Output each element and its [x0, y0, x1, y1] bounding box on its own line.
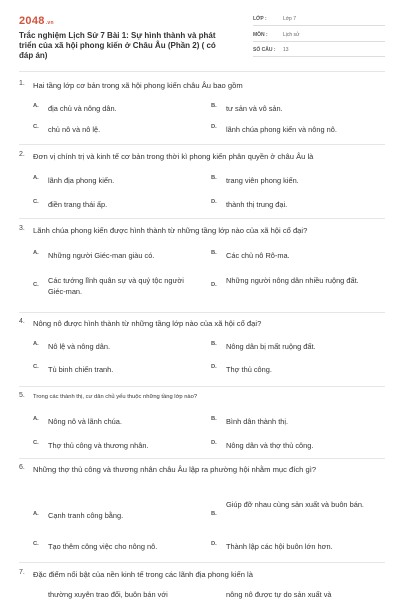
question-text: Nông nô được hình thành từ những tầng lớp nào của xã hội cổ đại?	[33, 319, 262, 328]
question-5: 5. Trong các thành thị, cư dân chủ yếu thuộc những tầng lớp nào? A. Nông nô và lãnh chúa. B. Bình dân thành thị. C. Thợ thủ công và thương nhân. D. Nông dân và thợ thủ công.	[19, 392, 385, 452]
question-text: Những thợ thủ công và thương nhân châu Âu lập ra phường hội nhằm mục đích gì?	[33, 465, 317, 474]
question-3: 3. Lãnh chúa phong kiến được hình thành từ những tầng lớp nào của xã hội cổ đại? A. Những người Giéc-man giàu có. B. Các chủ nô Rô-ma. C. Các tướng lĩnh quân sự và quý tộc người Giéc-man. D. Những người nông dân nhiều ruộng đất.	[19, 225, 385, 305]
divider	[19, 218, 385, 219]
question-6: 6. Những thợ thủ công và thương nhân châu Âu lập ra phường hội nhằm mục đích gì? A. Cạnh tranh công bằng. B. Giúp đỡ nhau cùng sản xuất và buôn bán. C. Tạo thêm công việc cho nông nô. D. Thành lập các hội buôn lớn hơn.	[19, 464, 385, 560]
divider	[19, 144, 385, 145]
divider	[19, 312, 385, 313]
question-text: Trong các thành thị, cư dân chủ yếu thuộc những tầng lớp nào?	[33, 394, 198, 400]
question-7: 7. Đặc điểm nổi bật của nền kinh tế trong các lãnh địa phong kiến là thường xuyên trao đổi, buôn bán với nông nô được tự do sản xuất và	[19, 569, 385, 600]
question-4: 4. Nông nô được hình thành từ những tầng lớp nào của xã hội cổ đại? A. Nô lệ và nông dân. B. Nông dân bị mất ruộng đất. C. Tù binh chiến tranh. D. Thợ thủ công.	[19, 318, 385, 378]
divider	[19, 386, 385, 387]
question-1: 1. Hai tầng lớp cơ bản trong xã hội phong kiến châu Âu bao gồm A. địa chủ và nông dân. B. tư sản và vô sản. C. chủ nô và nô lệ. D. lãnh chúa phong kiến và nông nô.	[19, 80, 385, 140]
question-text: Đơn vị chính trị và kinh tế cơ bản trong thời kì phong kiến phân quyền ở châu Âu là	[33, 152, 314, 161]
divider	[19, 562, 385, 563]
count-info: SỐ CÂU : 13	[253, 47, 385, 59]
class-info: LỚP : Lớp 7	[253, 16, 385, 28]
divider	[19, 71, 385, 72]
subject-info: MÔN : Lịch sử	[253, 32, 385, 44]
question-2: 2. Đơn vị chính trị và kinh tế cơ bản trong thời kì phong kiến phân quyền ở châu Âu là A. lãnh địa phong kiến. B. trang viên phong kiến. C. điền trang thái ấp. D. thành thị trung đại.	[19, 151, 385, 211]
option-a[interactable]: thường xuyên trao đổi, buôn bán với	[48, 590, 168, 599]
subject-value: Lịch sử	[283, 32, 300, 38]
class-value: Lớp 7	[283, 16, 297, 22]
question-text: Lãnh chúa phong kiến được hình thành từ những tầng lớp nào của xã hội cổ đại?	[33, 226, 308, 235]
count-value: 13	[283, 47, 289, 53]
site-logo[interactable]: 2048.vn	[19, 15, 54, 27]
page-title: Trắc nghiệm Lịch Sử 7 Bài 1: Sự hình thành và phát triển của xã hội phong kiến ở Châu Âu (Phần 2) ( có đáp án)	[19, 31, 216, 60]
worksheet-header	[0, 0, 400, 66]
divider	[19, 458, 385, 459]
question-text: Đặc điểm nổi bật của nền kinh tế trong các lãnh địa phong kiến là	[33, 570, 253, 579]
question-text: Hai tầng lớp cơ bản trong xã hội phong kiến châu Âu bao gồm	[33, 81, 243, 90]
option-b[interactable]: nông nô được tự do sản xuất và	[226, 590, 332, 599]
